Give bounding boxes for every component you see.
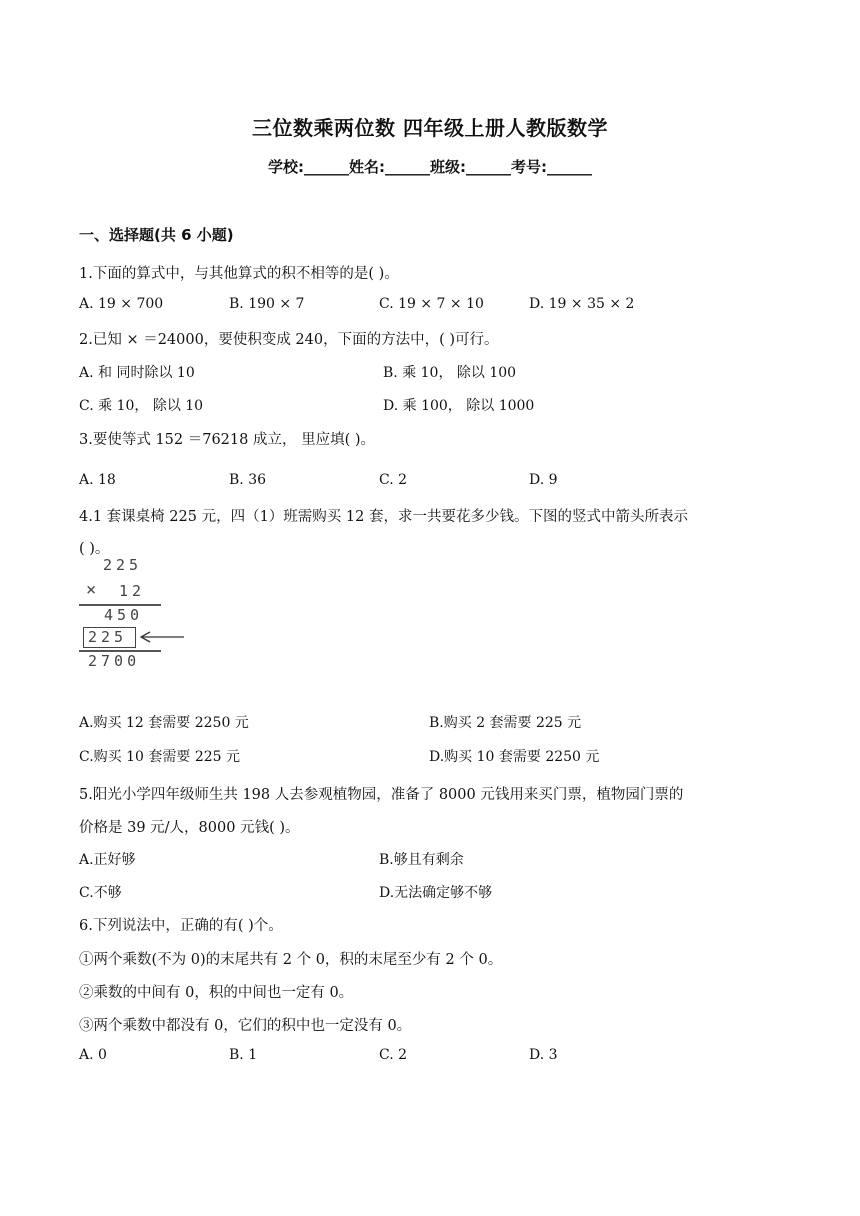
question-1-option-d: D. 19 × 35 × 2 [529, 296, 635, 312]
calc-partial-product-2: 225 [88, 628, 128, 646]
question-2-option-a: A. 和 同时除以 10 [79, 365, 195, 381]
question-6-option-d: D. 3 [529, 1047, 558, 1063]
question-3-option-c: C. 2 [379, 472, 408, 488]
question-6-statement-3: ③两个乘数中都没有 0，它们的积中也一定没有 0。 [79, 1018, 412, 1034]
question-4-option-d: D.购买 10 套需要 2250 元 [429, 749, 600, 765]
question-6-option-a: A. 0 [79, 1047, 107, 1063]
calc-times-sign: × [86, 580, 101, 600]
calc-product: 2700 [88, 652, 141, 670]
question-1-option-c: C. 19 × 7 × 10 [379, 296, 484, 312]
question-4-option-c: C.购买 10 套需要 225 元 [79, 749, 240, 765]
question-3-option-d: D. 9 [529, 472, 558, 488]
question-3-option-b: B. 36 [229, 472, 267, 488]
question-2-option-b: B. 乘 10， 除以 100 [383, 365, 517, 381]
question-4-option-b: B.购买 2 套需要 225 元 [429, 715, 582, 731]
question-2-option-d: D. 乘 100， 除以 1000 [383, 398, 535, 414]
question-3-text: 3.要使等式 152 ＝76218 成立， 里应填( )。 [79, 432, 375, 448]
section-heading: 一、选择题(共 6 小题) [79, 226, 234, 244]
question-5-option-a: A.正好够 [79, 852, 136, 868]
calc-multiplier: 12 [119, 582, 146, 600]
question-6-statement-2: ②乘数的中间有 0，积的中间也一定有 0。 [79, 985, 354, 1001]
question-4-option-a: A.购买 12 套需要 2250 元 [79, 715, 249, 731]
question-1-option-a: A. 19 × 700 [79, 296, 164, 312]
question-5-option-d: D.无法确定够不够 [379, 885, 493, 901]
question-5-option-b: B.够且有剩余 [379, 852, 464, 868]
question-6-option-b: B. 1 [229, 1047, 258, 1063]
arrow-left-icon [136, 629, 186, 645]
question-5-option-c: C.不够 [79, 885, 122, 901]
question-5-text-line-2: 价格是 39 元/人，8000 元钱( )。 [79, 820, 300, 836]
question-5-text-line-1: 5.阳光小学四年级师生共 198 人去参观植物园，准备了 8000 元钱用来买门票，植物园门票的 [79, 787, 684, 803]
question-1-option-b: B. 190 × 7 [229, 296, 305, 312]
calc-multiplicand: 225 [103, 556, 143, 574]
calc-partial-product-1: 450 [104, 606, 144, 624]
page-title: 三位数乘两位数 四年级上册人教版数学 [252, 116, 608, 140]
question-6-text: 6.下列说法中，正确的有( )个。 [79, 918, 283, 934]
question-2-text: 2.已知 × ＝24000，要使积变成 240，下面的方法中，( )可行。 [79, 332, 499, 348]
question-6-statement-1: ①两个乘数(不为 0)的末尾共有 2 个 0，积的末尾至少有 2 个 0。 [79, 952, 503, 968]
question-1-text: 1.下面的算式中，与其他算式的积不相等的是( )。 [79, 266, 399, 282]
question-4-text-line-2: ( )。 [79, 541, 110, 557]
student-info-line: 学校:______姓名:______班级:______考号:______ [268, 158, 592, 176]
question-4-text-line-1: 4.1 套课桌椅 225 元，四（1）班需购买 12 套，求一共要花多少钱。下图的竖式中箭头所表示 [79, 509, 688, 525]
question-3-option-a: A. 18 [79, 472, 116, 488]
question-2-option-c: C. 乘 10， 除以 10 [79, 398, 204, 414]
question-6-option-c: C. 2 [379, 1047, 408, 1063]
